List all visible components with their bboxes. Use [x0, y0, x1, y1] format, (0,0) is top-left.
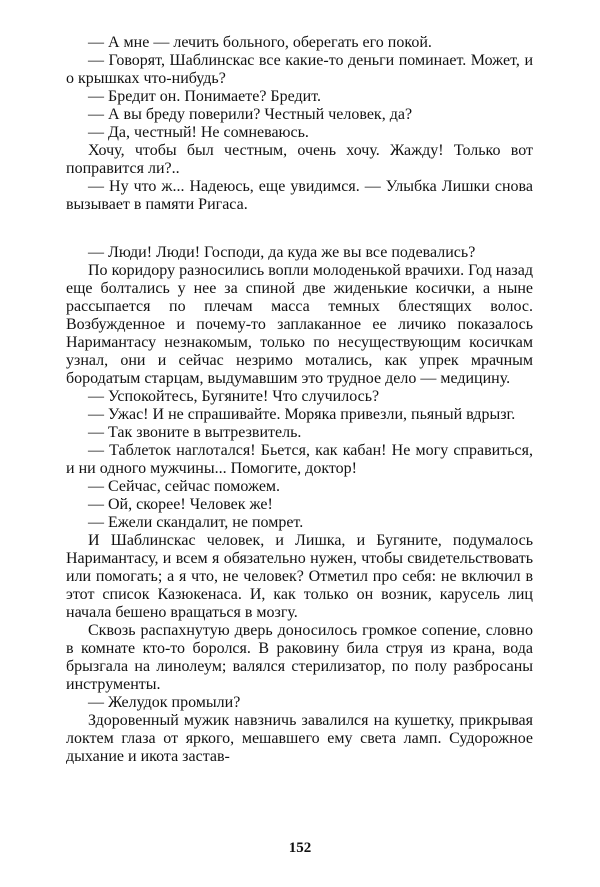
paragraph: — Ну что ж... Надеюсь, еще увидимся. — Улыбка Лишки снова вызывает в памяти Ригаса.: [66, 178, 533, 213]
paragraph: — Так звоните в вытрезвитель.: [88, 424, 302, 441]
paragraph: — Да, честный! Не сомневаюсь.: [88, 124, 309, 141]
paragraph: Хочу, чтобы был честным, очень хочу. Жажду! Только вот поправится ли?..: [66, 142, 533, 177]
text-section-2: [66, 244, 533, 766]
paragraph: — Ой, скорее! Человек же!: [88, 496, 273, 513]
paragraph: — Ежели скандалит, не помрет.: [88, 514, 304, 531]
paragraph: По коридору разносились вопли молоденькой врачихи. Год назад еще болтались у нее за спиной две жиденькие косички, а ныне рассыпается по плечам масса темных блестящих волос. Возбужденное и почему-то заплаканное ее личико показалось Наримантасу незнакомым, только по несуществующим косичкам узнал, они и сейчас незримо мотались, как упрек мрачным бородатым старцам, выдумавшим это трудное дело — медицину.: [66, 262, 533, 387]
paragraph: — Сейчас, сейчас поможем.: [88, 478, 281, 495]
paragraph: Сквозь распахнутую дверь доносилось громкое сопение, словно в комнате кто-то боролся. В раковину била струя из крана, вода брызгала на линолеум; валялся стерилизатор, по полу разбросаны инструменты.: [66, 622, 533, 693]
paragraph: — Успокойтесь, Бугяните! Что случилось?: [88, 388, 380, 405]
page-number: 152: [288, 840, 312, 856]
paragraph: — Таблеток наглотался! Бьется, как кабан! Не могу справиться, и ни одного мужчины... Помогите, доктор!: [66, 442, 533, 477]
paragraph: — Бредит он. Понимаете? Бредит.: [88, 88, 321, 105]
text-section-1: [66, 34, 533, 214]
paragraph: — Ужас! И не спрашивайте. Моряка привезли, пьяный вдрызг.: [88, 406, 516, 423]
paragraph: — А вы бреду поверили? Честный человек, да?: [88, 106, 413, 123]
paragraph: — Люди! Люди! Господи, да куда же вы все подевались?: [88, 244, 476, 261]
paragraph: Здоровенный мужик навзничь завалился на кушетку, прикрывая локтем глаза от яркого, мешавшего ему света ламп. Судорожное дыхание и икота застав-: [66, 712, 533, 765]
paragraph: И Шаблинскас человек, и Лишка, и Бугяните, подумалось Наримантасу, и всем я обязательно нужен, чтобы свидетельствовать или помогать; а я что, не человек? Отметил про себя: не включил в этот список Казюкенаса. И, как только он возник, карусель лиц начала бешено вращаться в мозгу.: [66, 532, 533, 621]
paragraph: — А мне — лечить больного, оберегать его покой.: [88, 34, 432, 51]
paragraph: — Говорят, Шаблинскас все какие-то деньги поминает. Может, и о крышках что-нибудь?: [66, 52, 533, 87]
paragraph: — Желудок промыли?: [88, 694, 241, 711]
